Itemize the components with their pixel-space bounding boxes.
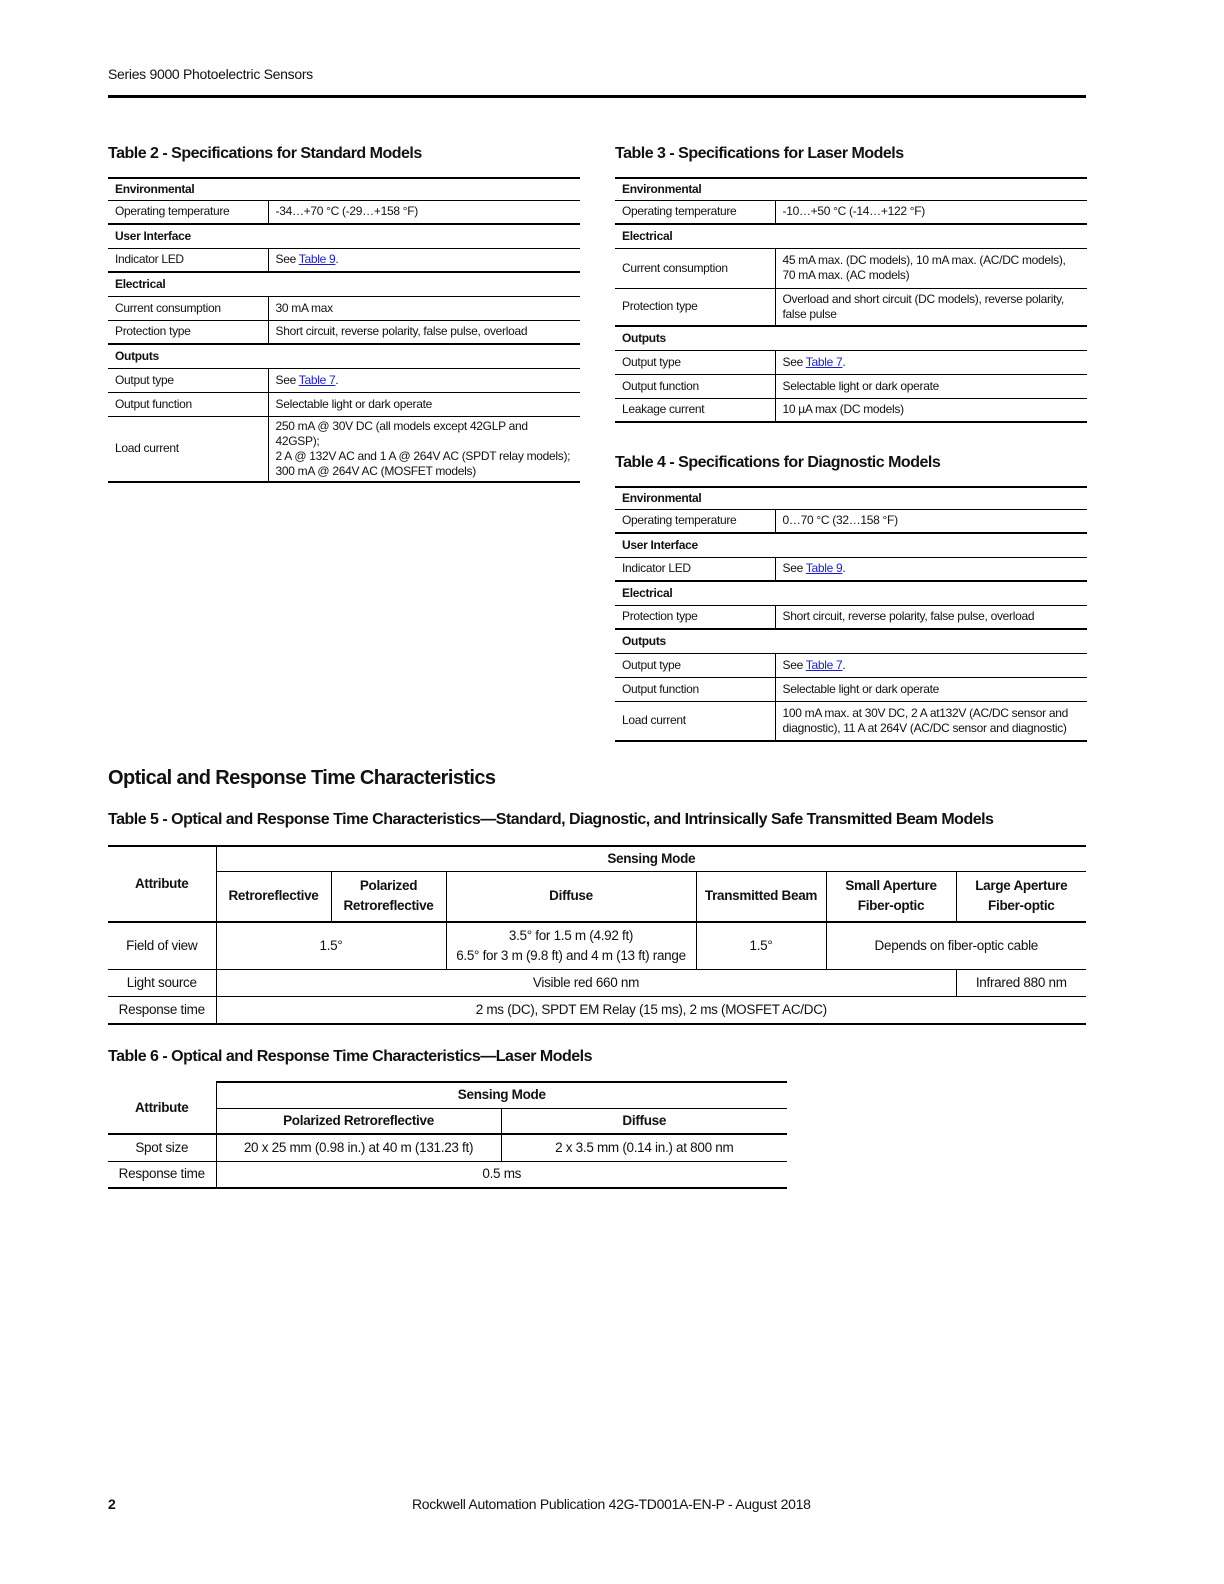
table3-value-operating-temperature: -10…+50 °C (-14…+122 °F) — [775, 200, 1087, 224]
table4-label-operating-temperature: Operating temperature — [615, 509, 775, 533]
table3-section-environmental: Environmental — [615, 178, 1087, 200]
spot-size-polarized: 20 x 25 mm (0.98 in.) at 40 m (131.23 ft) — [216, 1134, 501, 1161]
table2-label-output-function: Output function — [108, 392, 268, 416]
col-polarized-retroreflective: Polarized Retroreflective — [216, 1108, 501, 1134]
table4-section-user-interface: User Interface — [615, 533, 1087, 557]
table6-attribute-header: Attribute — [134, 1099, 189, 1115]
table4-label-indicator-led: Indicator LED — [615, 557, 775, 581]
table3 — [615, 177, 1087, 423]
table4-section-outputs: Outputs — [615, 629, 1087, 653]
table5-title: Table 5 - Optical and Response Time Characteristics—Standard, Diagnostic, and Intrinsically Safe Transmitted Beam Models — [108, 811, 994, 828]
load-current-line-3: 300 mA @ 264V AC (MOSFET models) — [275, 463, 476, 478]
table2 — [108, 177, 580, 483]
col-transmitted-beam: Transmitted Beam — [696, 872, 826, 922]
table2-label-indicator-led: Indicator LED — [108, 248, 268, 272]
publication-info: Rockwell Automation Publication 42G-TD001A-EN-P - August 2018 — [412, 1496, 811, 1512]
page-number: 2 — [108, 1496, 116, 1512]
text-prefix: See — [782, 561, 806, 576]
table3-label-current-consumption: Current consumption — [615, 248, 775, 288]
light-source-visible: Visible red 660 nm — [216, 970, 956, 997]
table2-section-outputs: Outputs — [108, 344, 580, 368]
table4-label-protection-type: Protection type — [615, 605, 775, 629]
col-text: Fiber-optic — [988, 898, 1055, 914]
table6-sensing-mode-header: Sensing Mode — [216, 1082, 787, 1108]
table6 — [108, 1081, 787, 1189]
table3-value-current-consumption: 45 mA max. (DC models), 10 mA max. (AC/DC models), 70 mA max. (AC models) — [775, 248, 1087, 288]
row-label-response-time: Response time — [108, 997, 216, 1024]
response-time-value: 0.5 ms — [216, 1161, 787, 1188]
response-time-value: 2 ms (DC), SPDT EM Relay (15 ms), 2 ms (MOSFET AC/DC) — [216, 997, 1086, 1024]
text-suffix: . — [335, 252, 339, 267]
text-prefix: See — [782, 657, 806, 672]
row-label-response-time: Response time — [108, 1161, 216, 1188]
col-text: Large Aperture — [975, 878, 1068, 894]
spot-size-diffuse: 2 x 3.5 mm (0.14 in.) at 800 nm — [501, 1134, 787, 1161]
light-source-infrared: Infrared 880 nm — [956, 970, 1086, 997]
table2-value-load-current — [268, 416, 580, 482]
table4-value-output-function: Selectable light or dark operate — [775, 677, 1087, 701]
table2-section-user-interface: User Interface — [108, 224, 580, 248]
link-table-7[interactable]: Table 7 — [298, 372, 336, 387]
table5 — [108, 845, 1086, 1025]
table3-value-output-function: Selectable light or dark operate — [775, 374, 1087, 398]
text-suffix: . — [842, 354, 846, 369]
load-current-line-2: 2 A @ 132V AC and 1 A @ 264V AC (SPDT relay models); — [275, 448, 571, 463]
col-text: Fiber-optic — [857, 898, 925, 914]
text-suffix: . — [842, 657, 846, 672]
table5-sensing-mode-header: Sensing Mode — [216, 846, 1086, 872]
table4-section-electrical: Electrical — [615, 581, 1087, 605]
table3-section-electrical: Electrical — [615, 224, 1087, 248]
link-table-7[interactable]: Table 7 — [805, 657, 843, 672]
text-prefix: See — [782, 354, 806, 369]
text-suffix: . — [842, 561, 846, 576]
table2-label-protection-type: Protection type — [108, 320, 268, 344]
link-table-9[interactable]: Table 9 — [805, 561, 843, 576]
table3-label-output-function: Output function — [615, 374, 775, 398]
text-suffix: . — [335, 372, 339, 387]
fov-fiber: Depends on fiber-optic cable — [826, 922, 1086, 970]
table5-attribute-header: Attribute — [108, 846, 216, 922]
table2-title: Table 2 - Specifications for Standard Models — [108, 145, 422, 162]
table4-value-output-type — [775, 653, 1087, 677]
text-prefix: See — [275, 372, 299, 387]
table3-value-output-type — [775, 350, 1087, 374]
fov-transmitted: 1.5° — [696, 922, 826, 970]
table4 — [615, 486, 1087, 742]
table4-section-environmental: Environmental — [615, 487, 1087, 509]
table3-label-output-type: Output type — [615, 350, 775, 374]
row-label-light-source: Light source — [108, 970, 216, 997]
table2-label-current-consumption: Current consumption — [108, 296, 268, 320]
header-rule — [108, 95, 1086, 98]
table4-label-output-function: Output function — [615, 677, 775, 701]
table3-label-leakage-current: Leakage current — [615, 398, 775, 422]
row-label-field-of-view: Field of view — [108, 922, 216, 970]
table4-label-load-current: Load current — [615, 701, 775, 741]
table3-title: Table 3 - Specifications for Laser Models — [615, 145, 904, 162]
col-diffuse: Diffuse — [446, 872, 696, 922]
table2-value-indicator-led — [268, 248, 580, 272]
col-small-aperture-fiber-optic — [826, 872, 956, 922]
table2-value-output-function: Selectable light or dark operate — [268, 392, 580, 416]
table2-label-load-current: Load current — [108, 416, 268, 482]
table3-section-outputs: Outputs — [615, 326, 1087, 350]
table2-label-output-type: Output type — [108, 368, 268, 392]
section-heading: Optical and Response Time Characteristics — [108, 767, 496, 789]
table3-label-protection-type: Protection type — [615, 288, 775, 326]
col-polarized-retroreflective — [331, 872, 446, 922]
table4-value-indicator-led — [775, 557, 1087, 581]
link-table-9[interactable]: Table 9 — [298, 252, 336, 267]
text-prefix: See — [275, 252, 299, 267]
table2-value-protection-type: Short circuit, reverse polarity, false pulse, overload — [268, 320, 580, 344]
table4-label-output-type: Output type — [615, 653, 775, 677]
table2-label-operating-temperature: Operating temperature — [108, 200, 268, 224]
col-large-aperture-fiber-optic — [956, 872, 1086, 922]
col-retroreflective: Retroreflective — [216, 872, 331, 922]
table4-value-load-current: 100 mA max. at 30V DC, 2 A at132V (AC/DC sensor and diagnostic), 11 A at 264V (AC/DC sensor and diagnostic) — [775, 701, 1087, 741]
table3-label-operating-temperature: Operating temperature — [615, 200, 775, 224]
running-header: Series 9000 Photoelectric Sensors — [108, 66, 313, 82]
col-text: Retroreflective — [343, 898, 434, 914]
fov-retro: 1.5° — [216, 922, 446, 970]
col-text: Small Aperture — [845, 878, 937, 894]
table3-value-leakage-current: 10 µA max (DC models) — [775, 398, 1087, 422]
load-current-line-1: 250 mA @ 30V DC (all models except 42GLP and 42GSP); — [275, 418, 528, 448]
table2-section-electrical: Electrical — [108, 272, 580, 296]
row-label-spot-size: Spot size — [108, 1134, 216, 1161]
table2-value-output-type — [268, 368, 580, 392]
table6-title: Table 6 - Optical and Response Time Characteristics—Laser Models — [108, 1048, 593, 1065]
table2-value-current-consumption: 30 mA max — [268, 296, 580, 320]
link-table-7[interactable]: Table 7 — [805, 354, 843, 369]
table4-value-operating-temperature: 0…70 °C (32…158 °F) — [775, 509, 1087, 533]
fov-diffuse-line: 3.5° for 1.5 m (4.92 ft) — [508, 927, 634, 943]
table2-value-operating-temperature: -34…+70 °C (-29…+158 °F) — [268, 200, 580, 224]
col-text: Polarized — [359, 878, 418, 894]
table4-title: Table 4 - Specifications for Diagnostic Models — [615, 454, 941, 471]
fov-diffuse-line: 6.5° for 3 m (9.8 ft) and 4 m (13 ft) range — [456, 947, 686, 963]
table3-value-protection-type: Overload and short circuit (DC models), reverse polarity, false pulse — [775, 288, 1087, 326]
table2-section-environmental: Environmental — [108, 178, 580, 200]
table4-value-protection-type: Short circuit, reverse polarity, false pulse, overload — [775, 605, 1087, 629]
fov-diffuse — [446, 922, 696, 970]
col-diffuse: Diffuse — [501, 1108, 787, 1134]
